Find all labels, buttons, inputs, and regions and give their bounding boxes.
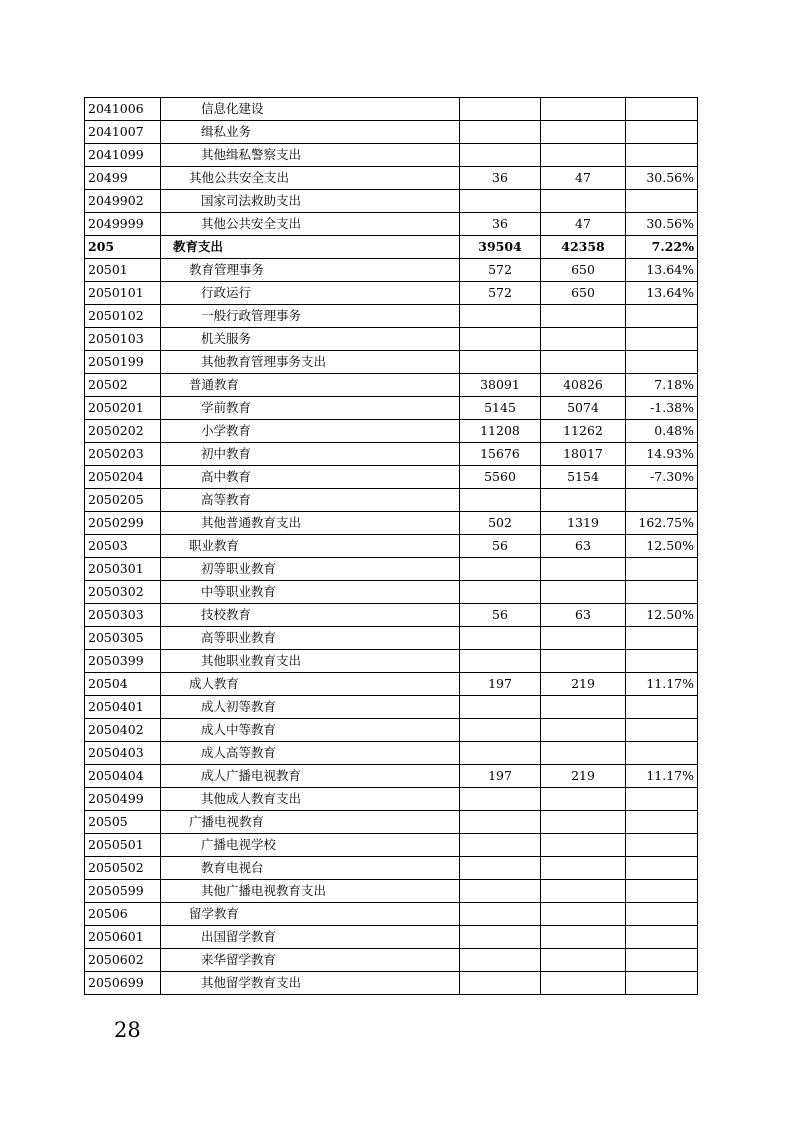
value-2-cell: [541, 558, 626, 581]
value-1-cell: 15676: [460, 443, 541, 466]
table-row: [85, 926, 698, 949]
table-row: [85, 98, 698, 121]
table-row: [85, 788, 698, 811]
percent-change-cell: [626, 581, 698, 604]
percent-change-cell: 11.17%: [626, 673, 698, 696]
code-cell: 2050305: [85, 627, 161, 650]
code-cell: 2050299: [85, 512, 161, 535]
table-row: [85, 374, 698, 397]
percent-change-cell: 162.75%: [626, 512, 698, 535]
code-cell: 2050202: [85, 420, 161, 443]
budget-table-body: [85, 98, 698, 995]
percent-change-cell: [626, 788, 698, 811]
code-cell: 2049902: [85, 190, 161, 213]
table-row: [85, 857, 698, 880]
name-cell: 其他公共安全支出: [161, 213, 460, 236]
name-cell: 行政运行: [161, 282, 460, 305]
value-2-cell: [541, 880, 626, 903]
code-cell: 2050303: [85, 604, 161, 627]
name-cell: 高等教育: [161, 489, 460, 512]
value-1-cell: [460, 696, 541, 719]
percent-change-cell: [626, 650, 698, 673]
page-number: 28: [114, 1018, 141, 1042]
name-cell: 学前教育: [161, 397, 460, 420]
code-cell: 2050402: [85, 719, 161, 742]
name-cell: 成人初等教育: [161, 696, 460, 719]
value-1-cell: [460, 627, 541, 650]
name-cell: 高中教育: [161, 466, 460, 489]
code-cell: 2049999: [85, 213, 161, 236]
value-1-cell: [460, 972, 541, 995]
value-2-cell: 650: [541, 282, 626, 305]
value-1-cell: [460, 926, 541, 949]
percent-change-cell: [626, 857, 698, 880]
percent-change-cell: [626, 121, 698, 144]
percent-change-cell: [626, 190, 698, 213]
value-2-cell: 5074: [541, 397, 626, 420]
table-row: [85, 742, 698, 765]
budget-table: [84, 97, 698, 995]
value-2-cell: 18017: [541, 443, 626, 466]
name-cell: 留学教育: [161, 903, 460, 926]
table-row: [85, 581, 698, 604]
value-1-cell: [460, 305, 541, 328]
code-cell: 2050404: [85, 765, 161, 788]
name-cell: 成人中等教育: [161, 719, 460, 742]
table-row: [85, 949, 698, 972]
percent-change-cell: [626, 489, 698, 512]
value-1-cell: [460, 489, 541, 512]
value-2-cell: [541, 903, 626, 926]
value-1-cell: [460, 903, 541, 926]
name-cell: 小学教育: [161, 420, 460, 443]
name-cell: 其他普通教育支出: [161, 512, 460, 535]
table-row: [85, 972, 698, 995]
percent-change-cell: [626, 834, 698, 857]
percent-change-cell: 30.56%: [626, 213, 698, 236]
table-row: [85, 880, 698, 903]
percent-change-cell: [626, 719, 698, 742]
code-cell: 2050199: [85, 351, 161, 374]
code-cell: 20506: [85, 903, 161, 926]
name-cell: 信息化建设: [161, 98, 460, 121]
name-cell: 出国留学教育: [161, 926, 460, 949]
value-1-cell: 502: [460, 512, 541, 535]
table-row: [85, 512, 698, 535]
value-1-cell: [460, 558, 541, 581]
table-row: [85, 190, 698, 213]
value-1-cell: 11208: [460, 420, 541, 443]
code-cell: 2050399: [85, 650, 161, 673]
percent-change-cell: [626, 627, 698, 650]
value-2-cell: [541, 144, 626, 167]
percent-change-cell: 13.64%: [626, 259, 698, 282]
value-1-cell: [460, 351, 541, 374]
value-2-cell: [541, 305, 626, 328]
name-cell: 高等职业教育: [161, 627, 460, 650]
percent-change-cell: -7.30%: [626, 466, 698, 489]
value-1-cell: 56: [460, 604, 541, 627]
value-2-cell: 219: [541, 765, 626, 788]
code-cell: 2050204: [85, 466, 161, 489]
percent-change-cell: [626, 972, 698, 995]
name-cell: 其他成人教育支出: [161, 788, 460, 811]
value-1-cell: 38091: [460, 374, 541, 397]
value-1-cell: 56: [460, 535, 541, 558]
table-row: [85, 765, 698, 788]
value-1-cell: [460, 144, 541, 167]
table-row: [85, 811, 698, 834]
code-cell: 20503: [85, 535, 161, 558]
value-2-cell: 42358: [541, 236, 626, 259]
code-cell: 2050302: [85, 581, 161, 604]
table-row: [85, 305, 698, 328]
percent-change-cell: 13.64%: [626, 282, 698, 305]
name-cell: 其他留学教育支出: [161, 972, 460, 995]
table-row: [85, 903, 698, 926]
code-cell: 2050499: [85, 788, 161, 811]
name-cell: 其他广播电视教育支出: [161, 880, 460, 903]
table-row: [85, 351, 698, 374]
value-2-cell: 63: [541, 604, 626, 627]
value-2-cell: [541, 650, 626, 673]
value-2-cell: [541, 328, 626, 351]
value-2-cell: 1319: [541, 512, 626, 535]
name-cell: 国家司法救助支出: [161, 190, 460, 213]
table-row: [85, 213, 698, 236]
percent-change-cell: [626, 926, 698, 949]
value-2-cell: [541, 788, 626, 811]
value-1-cell: [460, 719, 541, 742]
code-cell: 2050602: [85, 949, 161, 972]
value-2-cell: [541, 811, 626, 834]
table-row: [85, 834, 698, 857]
value-1-cell: [460, 834, 541, 857]
value-2-cell: [541, 834, 626, 857]
table-row: [85, 719, 698, 742]
name-cell: 缉私业务: [161, 121, 460, 144]
percent-change-cell: -1.38%: [626, 397, 698, 420]
percent-change-cell: 30.56%: [626, 167, 698, 190]
table-row: [85, 144, 698, 167]
percent-change-cell: 12.50%: [626, 535, 698, 558]
value-2-cell: [541, 351, 626, 374]
code-cell: 20501: [85, 259, 161, 282]
value-1-cell: [460, 98, 541, 121]
name-cell: 一般行政管理事务: [161, 305, 460, 328]
table-row: [85, 489, 698, 512]
percent-change-cell: [626, 696, 698, 719]
value-2-cell: [541, 627, 626, 650]
table-row: [85, 397, 698, 420]
value-1-cell: 572: [460, 259, 541, 282]
code-cell: 2050205: [85, 489, 161, 512]
value-1-cell: [460, 190, 541, 213]
value-2-cell: [541, 742, 626, 765]
table-row: [85, 167, 698, 190]
table-row: [85, 328, 698, 351]
percent-change-cell: [626, 903, 698, 926]
percent-change-cell: [626, 351, 698, 374]
value-1-cell: [460, 121, 541, 144]
name-cell: 技校教育: [161, 604, 460, 627]
value-2-cell: 47: [541, 167, 626, 190]
code-cell: 2050203: [85, 443, 161, 466]
value-1-cell: [460, 742, 541, 765]
name-cell: 教育管理事务: [161, 259, 460, 282]
value-1-cell: 5145: [460, 397, 541, 420]
code-cell: 2050599: [85, 880, 161, 903]
name-cell: 初中教育: [161, 443, 460, 466]
percent-change-cell: 0.48%: [626, 420, 698, 443]
value-1-cell: [460, 788, 541, 811]
table-row: [85, 650, 698, 673]
value-2-cell: [541, 696, 626, 719]
value-1-cell: [460, 857, 541, 880]
value-1-cell: 36: [460, 167, 541, 190]
code-cell: 2050401: [85, 696, 161, 719]
value-1-cell: [460, 811, 541, 834]
code-cell: 2050101: [85, 282, 161, 305]
value-2-cell: [541, 719, 626, 742]
value-2-cell: [541, 926, 626, 949]
percent-change-cell: [626, 811, 698, 834]
percent-change-cell: [626, 558, 698, 581]
name-cell: 其他公共安全支出: [161, 167, 460, 190]
name-cell: 初等职业教育: [161, 558, 460, 581]
value-1-cell: 5560: [460, 466, 541, 489]
table-row: [85, 535, 698, 558]
value-2-cell: [541, 857, 626, 880]
code-cell: 2050699: [85, 972, 161, 995]
value-2-cell: [541, 98, 626, 121]
percent-change-cell: 7.22%: [626, 236, 698, 259]
name-cell: 成人教育: [161, 673, 460, 696]
code-cell: 2050102: [85, 305, 161, 328]
code-cell: 2050201: [85, 397, 161, 420]
table-row: [85, 673, 698, 696]
name-cell: 成人高等教育: [161, 742, 460, 765]
name-cell: 广播电视教育: [161, 811, 460, 834]
value-2-cell: 40826: [541, 374, 626, 397]
percent-change-cell: 14.93%: [626, 443, 698, 466]
table-row: [85, 420, 698, 443]
name-cell: 来华留学教育: [161, 949, 460, 972]
name-cell: 成人广播电视教育: [161, 765, 460, 788]
value-1-cell: 197: [460, 765, 541, 788]
code-cell: 205: [85, 236, 161, 259]
name-cell: 其他教育管理事务支出: [161, 351, 460, 374]
table-row: [85, 121, 698, 144]
percent-change-cell: [626, 328, 698, 351]
value-1-cell: [460, 581, 541, 604]
value-2-cell: [541, 121, 626, 144]
code-cell: 2050301: [85, 558, 161, 581]
code-cell: 20499: [85, 167, 161, 190]
name-cell: 广播电视学校: [161, 834, 460, 857]
table-row: [85, 466, 698, 489]
value-2-cell: 5154: [541, 466, 626, 489]
code-cell: 2050403: [85, 742, 161, 765]
name-cell: 普通教育: [161, 374, 460, 397]
name-cell: 职业教育: [161, 535, 460, 558]
value-1-cell: [460, 949, 541, 972]
percent-change-cell: 11.17%: [626, 765, 698, 788]
table-row: [85, 443, 698, 466]
code-cell: 20505: [85, 811, 161, 834]
value-2-cell: 650: [541, 259, 626, 282]
code-cell: 2050601: [85, 926, 161, 949]
value-1-cell: 197: [460, 673, 541, 696]
table-row: [85, 696, 698, 719]
code-cell: 2041007: [85, 121, 161, 144]
name-cell: 其他职业教育支出: [161, 650, 460, 673]
code-cell: 20504: [85, 673, 161, 696]
value-2-cell: [541, 949, 626, 972]
value-1-cell: [460, 650, 541, 673]
code-cell: 2050103: [85, 328, 161, 351]
value-2-cell: 63: [541, 535, 626, 558]
table-row: [85, 604, 698, 627]
table-row: [85, 282, 698, 305]
code-cell: 2050501: [85, 834, 161, 857]
value-2-cell: 47: [541, 213, 626, 236]
code-cell: 2050502: [85, 857, 161, 880]
value-2-cell: 219: [541, 673, 626, 696]
percent-change-cell: 12.50%: [626, 604, 698, 627]
name-cell: 中等职业教育: [161, 581, 460, 604]
percent-change-cell: [626, 144, 698, 167]
name-cell: 其他缉私警察支出: [161, 144, 460, 167]
percent-change-cell: [626, 305, 698, 328]
name-cell: 教育电视台: [161, 857, 460, 880]
value-1-cell: [460, 328, 541, 351]
code-cell: 2041099: [85, 144, 161, 167]
table-row: [85, 627, 698, 650]
value-1-cell: 572: [460, 282, 541, 305]
table-row: [85, 259, 698, 282]
value-2-cell: [541, 489, 626, 512]
value-2-cell: [541, 190, 626, 213]
name-cell: 机关服务: [161, 328, 460, 351]
value-2-cell: [541, 972, 626, 995]
value-1-cell: [460, 880, 541, 903]
code-cell: 20502: [85, 374, 161, 397]
value-2-cell: 11262: [541, 420, 626, 443]
value-1-cell: 39504: [460, 236, 541, 259]
value-1-cell: 36: [460, 213, 541, 236]
percent-change-cell: 7.18%: [626, 374, 698, 397]
table-row: [85, 236, 698, 259]
value-2-cell: [541, 581, 626, 604]
code-cell: 2041006: [85, 98, 161, 121]
percent-change-cell: [626, 880, 698, 903]
name-cell: 教育支出: [161, 236, 460, 259]
percent-change-cell: [626, 742, 698, 765]
percent-change-cell: [626, 949, 698, 972]
percent-change-cell: [626, 98, 698, 121]
table-row: [85, 558, 698, 581]
